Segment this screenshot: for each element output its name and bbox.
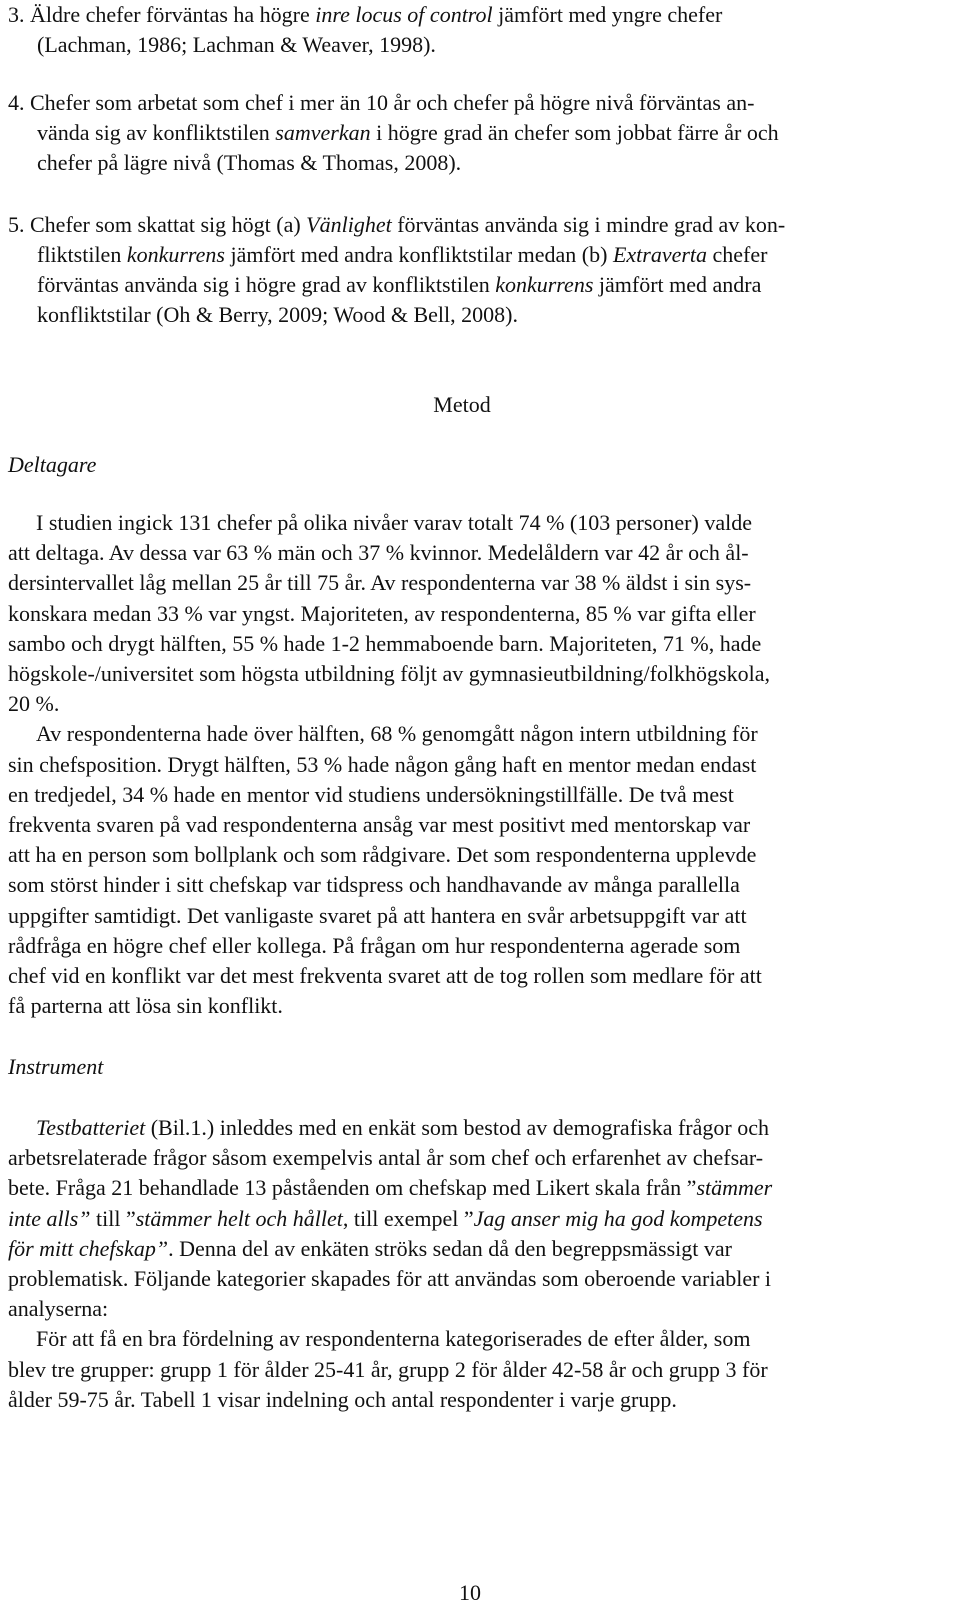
instrument-line: För att få en bra fördelning av respondenterna kategoriserades de efter ålder, som (36, 1326, 751, 1352)
participants-line: sambo och drygt hälften, 55 % hade 1-2 hemmaboende barn. Majoriteten, 71 %, hade (8, 630, 762, 656)
instrument-line: Testbatteriet (Bil.1.) inleddes med en enkät som bestod av demografiska frågor och (36, 1115, 769, 1140)
instrument-line: arbetsrelaterade frågor såsom exempelvis antal år som chef och erfarenhet av chefsar- (8, 1145, 764, 1171)
italic-term: konkurrens (126, 242, 225, 267)
instrument-line: analyserna: (8, 1296, 109, 1322)
participants-line: frekventa svaren på vad respondenterna ansåg var mest positivt med mentorskap var (8, 812, 751, 837)
instrument-line: för mitt chefskap”. Denna del av enkäten ströks sedan då den begreppsmässigt var (8, 1235, 732, 1261)
participants-line: få parterna att lösa sin konflikt. (8, 993, 283, 1019)
participants-line: högskole-/universitet som högsta utbildning följt av gymnasieutbildning/folkhögskola, (8, 661, 770, 686)
hypothesis-5-line-2: fliktstilen konkurrens jämfört med andra konfliktstilar medan (b) Extraverta chefer (37, 242, 768, 267)
italic-term: inte alls” (8, 1205, 91, 1231)
hypothesis-4-line-3: chefer på lägre nivå (Thomas & Thomas, 2008). (37, 150, 462, 175)
italic-term: stämmer (696, 1175, 773, 1201)
participants-line: 20 %. (8, 691, 60, 717)
participants-line: sin chefsposition. Drygt hälften, 53 % hade någon gång haft en mentor medan endast (8, 751, 757, 777)
hypothesis-4-line-1: 4. Chefer som arbetat som chef i mer än 10 år och chefer på högre nivå förväntas an- (8, 90, 755, 115)
section-heading-metod: Metod (433, 392, 491, 417)
hypothesis-4-line-2: vända sig av konfliktstilen samverkan i högre grad än chefer som jobbat färre år och (37, 120, 779, 145)
participants-line: att deltaga. Av dessa var 63 % män och 37 % kvinnor. Medelåldern var 42 år och ål- (8, 540, 749, 566)
italic-term: Jag anser mig ha god kompetens (473, 1205, 763, 1231)
page-number: 10 (459, 1580, 481, 1605)
hypothesis-3-line-2: (Lachman, 1986; Lachman & Weaver, 1998). (37, 32, 436, 57)
participants-line: som störst hinder i sitt chefskap var tidspress och handhavande av många parallella (8, 872, 740, 898)
hypothesis-5-line-3: förväntas använda sig i högre grad av konfliktstilen konkurrens jämfört med andra (37, 272, 762, 297)
instrument-line: ålder 59-75 år. Tabell 1 visar indelning och antal respondenter i varje grupp. (8, 1386, 677, 1412)
italic-term: Extraverta (612, 242, 708, 267)
subheading-instrument: Instrument (8, 1054, 104, 1079)
instrument-line: blev tre grupper: grupp 1 för ålder 25-41 år, grupp 2 för ålder 42-58 år och grupp 3 för (8, 1356, 768, 1382)
subheading-deltagare: Deltagare (8, 452, 97, 477)
participants-line: en tredjedel, 34 % hade en mentor vid studiens undersökningstillfälle. De två mest (8, 781, 734, 807)
instrument-line: inte alls” till ”stämmer helt och hållet, till exempel ”Jag anser mig ha god kompetens (8, 1205, 763, 1231)
participants-line: konskara medan 33 % var yngst. Majoriteten, av respondenterna, 85 % var gifta eller (8, 600, 756, 626)
participants-line: rådfråga en högre chef eller kollega. På frågan om hur respondenterna agerade som (8, 932, 741, 958)
participants-line: chef vid en konflikt var det mest frekventa svaret att de tog rollen som medlare för att (8, 963, 762, 988)
hypothesis-5-line-4: konfliktstilar (Oh & Berry, 2009; Wood & Bell, 2008). (37, 302, 518, 327)
participants-line: dersintervallet låg mellan 25 år till 75 år. Av respondenterna var 38 % äldst i sin sys- (8, 570, 752, 596)
italic-term: Vänlighet (306, 212, 392, 237)
participants-line: uppgifter samtidigt. Det vanligaste svaret på att hantera en svår arbetsuppgift var att (8, 902, 747, 928)
italic-term: inre locus of control (315, 2, 493, 27)
italic-term: stämmer helt och hållet (135, 1205, 343, 1231)
participants-line: Av respondenterna hade över hälften, 68 % genomgått någon intern utbildning för (36, 721, 758, 747)
participants-line: att ha en person som bollplank och som rådgivare. Det som respondenterna upplevde (8, 842, 757, 868)
instrument-line: problematisk. Följande kategorier skapades för att användas som oberoende variabler i (8, 1266, 772, 1291)
hypothesis-5-line-1: 5. Chefer som skattat sig högt (a) Vänlighet förväntas använda sig i mindre grad av kon- (8, 212, 786, 237)
participants-line: I studien ingick 131 chefer på olika nivåer varav totalt 74 % (103 personer) valde (36, 510, 752, 535)
italic-term: samverkan (275, 120, 371, 145)
italic-term: för mitt chefskap” (8, 1235, 169, 1261)
instrument-line: bete. Fråga 21 behandlade 13 påståenden om chefskap med Likert skala från ”stämmer (8, 1175, 773, 1201)
hypothesis-3-line-1: 3. Äldre chefer förväntas ha högre inre locus of control jämfört med yngre chefer (8, 2, 723, 27)
italic-term: konkurrens (495, 272, 594, 297)
italic-term: Testbatteriet (36, 1115, 146, 1140)
